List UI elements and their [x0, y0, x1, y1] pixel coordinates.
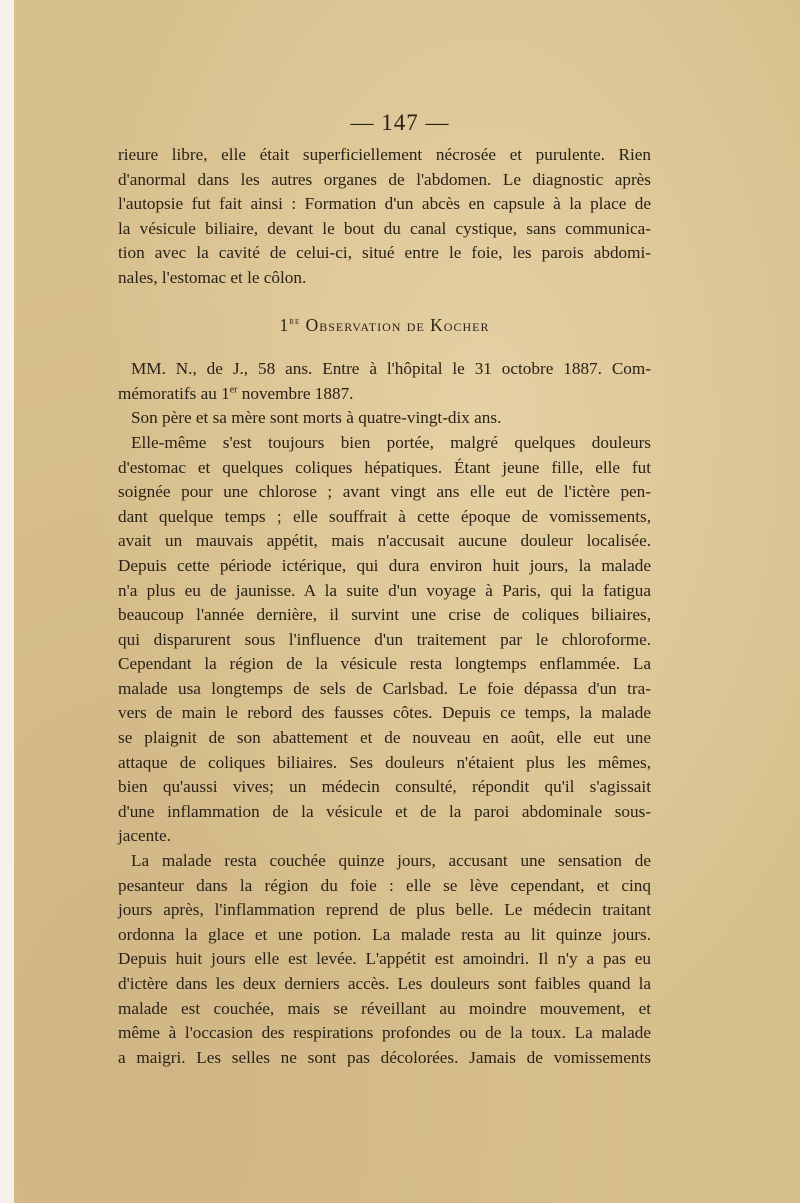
- text-line: avait un mauvais appétit, mais n'accusait aucune douleur localisée.: [118, 531, 651, 551]
- text-line: ordonna la glace et une potion. La malade resta au lit quinze jours.: [118, 924, 651, 944]
- text-fragment: novembre 1887.: [237, 383, 354, 403]
- text-line: d'estomac et quelques coliques hépatiques. Étant jeune fille, elle fut: [118, 457, 651, 477]
- text-line: jours après, l'inflammation reprend de plus belle. Le médecin traitant: [118, 900, 651, 920]
- text-line: d'ictère dans les deux derniers accès. Les douleurs sont faibles quand la: [118, 974, 651, 993]
- text-line: Depuis cette période ictérique, qui dura environ huit jours, la malade: [118, 555, 651, 575]
- text-line: Cependant la région de la vésicule resta longtemps enflammée. La: [118, 654, 651, 674]
- text-line: [118, 382, 651, 407]
- text-fragment: mémoratifs au 1: [118, 383, 230, 403]
- text-line: d'une inflammation de la vésicule et de la paroi abdominale sous-: [118, 801, 651, 821]
- text-line: La malade resta couchée quinze jours, accusant une sensation de: [131, 851, 651, 871]
- text-line: même à l'occasion des respirations profondes ou de la toux. La malade: [118, 1023, 651, 1043]
- text-line: tion avec la cavité de celui-ci, situé entre le foie, les parois abdomi-: [118, 243, 651, 263]
- text-line: n'a plus eu de jaunisse. A la suite d'un voyage à Paris, qui la fatigua: [118, 580, 651, 600]
- text-line: MM. N., de J., 58 ans. Entre à l'hôpital le 31 octobre 1887. Com-: [131, 359, 651, 379]
- text-line: Elle-même s'est toujours bien portée, malgré quelques douleurs: [131, 432, 651, 452]
- body-text: [118, 143, 651, 1070]
- text-line: dant quelque temps ; elle souffrait à cette époque de vomissements,: [118, 506, 651, 526]
- heading-ordinal-suffix: re: [289, 315, 301, 327]
- text-line: nales, l'estomac et le côlon.: [118, 267, 307, 287]
- text-line: bien qu'aussi vives; un médecin consulté, répondit qu'il s'agissait: [118, 777, 651, 797]
- section-heading: [118, 313, 651, 338]
- text-line: a maigri. Les selles ne sont pas décolorées. Jamais de vomissements: [118, 1047, 651, 1067]
- text-line: se plaignit de son abattement et de nouveau en août, elle eut une: [118, 728, 651, 748]
- text-line: Depuis huit jours elle est levée. L'appétit est amoindri. Il n'y a pas eu: [118, 949, 651, 969]
- text-line: malade est couchée, mais se réveillant au moindre mouvement, et: [118, 998, 651, 1018]
- text-line: Son père et sa mère sont morts à quatre-vingt-dix ans.: [131, 408, 502, 428]
- text-line: jacente.: [118, 826, 171, 846]
- ordinal-suffix: er: [229, 384, 238, 396]
- text-line: d'anormal dans les autres organes de l'abdomen. Le diagnostic après: [118, 169, 651, 189]
- text-line: la vésicule biliaire, devant le bout du canal cystique, sans communica-: [118, 218, 651, 238]
- text-line: pesanteur dans la région du foie : elle se lève cependant, et cinq: [118, 875, 651, 895]
- text-line: malade usa longtemps de sels de Carlsbad. Le foie dépassa d'un tra-: [118, 678, 651, 698]
- heading-text: Observation de Kocher: [305, 314, 490, 335]
- heading-ordinal: 1: [279, 314, 290, 335]
- page-edge: [0, 0, 14, 1203]
- text-line: vers de main le rebord des fausses côtes. Depuis ce temps, la malade: [118, 703, 651, 723]
- text-line: beaucoup l'année dernière, il survint une crise de coliques biliaires,: [118, 605, 651, 625]
- text-line: rieure libre, elle était superficiellement nécrosée et purulente. Rien: [118, 145, 651, 164]
- text-line: soignée pour une chlorose ; avant vingt ans elle eut de l'ictère pen-: [118, 482, 651, 502]
- text-line: attaque de coliques biliaires. Ses douleurs n'étaient plus les mêmes,: [118, 752, 651, 772]
- page-number: — 147 —: [350, 110, 450, 135]
- text-line: l'autopsie fut fait ainsi : Formation d'un abcès en capsule à la place de: [118, 194, 651, 214]
- text-line: qui disparurent sous l'influence d'un traitement par le chloroforme.: [118, 629, 651, 649]
